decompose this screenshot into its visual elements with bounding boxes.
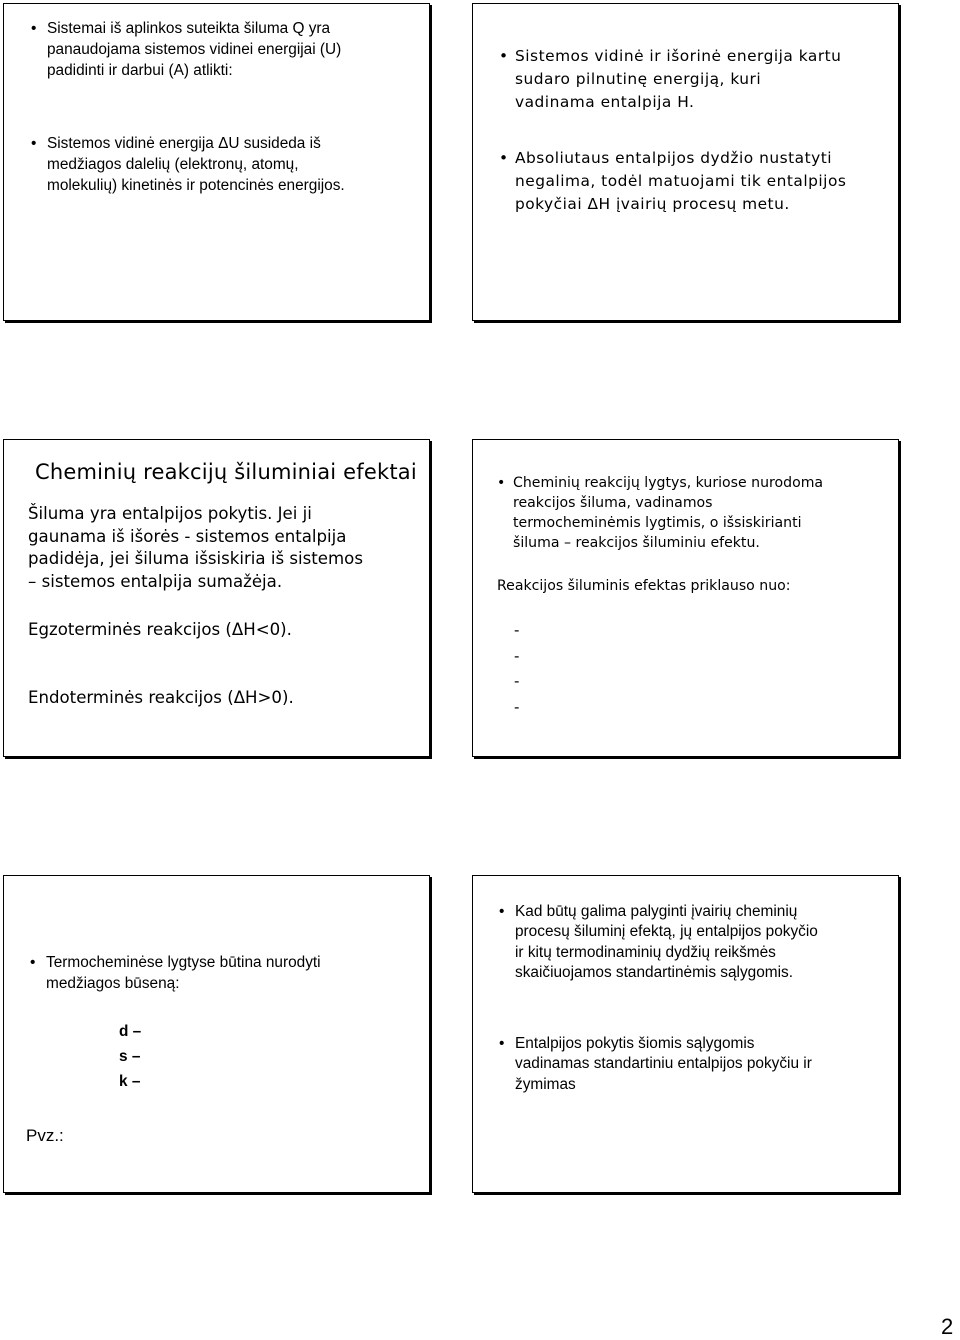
slide-4-bullet: • Cheminių reakcijų lygtys, kuriose nurodoma reakcijos šiluma, vadinamos termocheminėmis lygtimis, o išsiskirianti šiluma – reakcijos šiluminiu efektu.: [497, 473, 903, 553]
endothermic-reactions-text: Endoterminės reakcijos (ΔH>0).: [28, 688, 294, 707]
slide-2: [472, 3, 899, 321]
slide-2-bullet-2: • Absoliutaus entalpijos dydžio nustatyti negalima, todėl matuojami tik entalpijos pokyčiai ΔH įvairių procesų metu.: [499, 147, 905, 216]
exothermic-reactions-text: Egzoterminės reakcijos (ΔH<0).: [28, 620, 292, 639]
slide-5: [3, 875, 430, 1193]
slide-1-bullet-1: • Sistemai iš aplinkos suteikta šiluma Q yra panaudojama sistemos vidinei energijai (U) padidinti ir darbui (A) atlikti:: [31, 18, 437, 81]
slide-6-bullet-1: • Kad būtų galima palyginti įvairių cheminių procesų šiluminį efektą, jų entalpijos pokyčio ir kitų termodinaminių dydžių reikšmės skaičiuojamos standartinėmis sąlygomis.: [499, 902, 905, 983]
slide-3-paragraph: Šiluma yra entalpijos pokytis. Jei ji gaunama iš išorės - sistemos entalpija padidėja, jei šiluma išsiskiria iš sistemos – sistemos entalpija sumažėja.: [28, 504, 363, 591]
slide-3: [3, 439, 430, 757]
slide-6: [472, 875, 899, 1193]
slide-1: [3, 3, 430, 321]
slide-1-bullet-2: • Sistemos vidinė energija ΔU susideda iš medžiagos dalelių (elektronų, atomų, molekulių) kinetinės ir potencinės energijos.: [31, 133, 437, 196]
slide-3-title: Cheminių reakcijų šiluminiai efektai: [35, 460, 417, 484]
slide-4-subtitle: Reakcijos šiluminis efektas priklauso nuo:: [497, 578, 791, 594]
slide-5-bullet: • Termocheminėse lygtyse būtina nurodyti medžiagos būseną:: [30, 952, 426, 994]
page-number: 2: [941, 1314, 954, 1339]
states-list: d – s – k –: [119, 1023, 142, 1090]
example-label: Pvz.:: [26, 1126, 64, 1145]
slide-6-bullet-2: • Entalpijos pokytis šiomis sąlygomis vadinamas standartiniu entalpijos pokyčiu ir žymimas: [499, 1034, 905, 1095]
slide-2-bullet-1: • Sistemos vidinė ir išorinė energija kartu sudaro pilnutinę energiją, kuri vadinama entalpija H.: [499, 45, 905, 114]
slide-4-dash-list: - - - -: [514, 621, 520, 716]
slide-4: [472, 439, 899, 757]
